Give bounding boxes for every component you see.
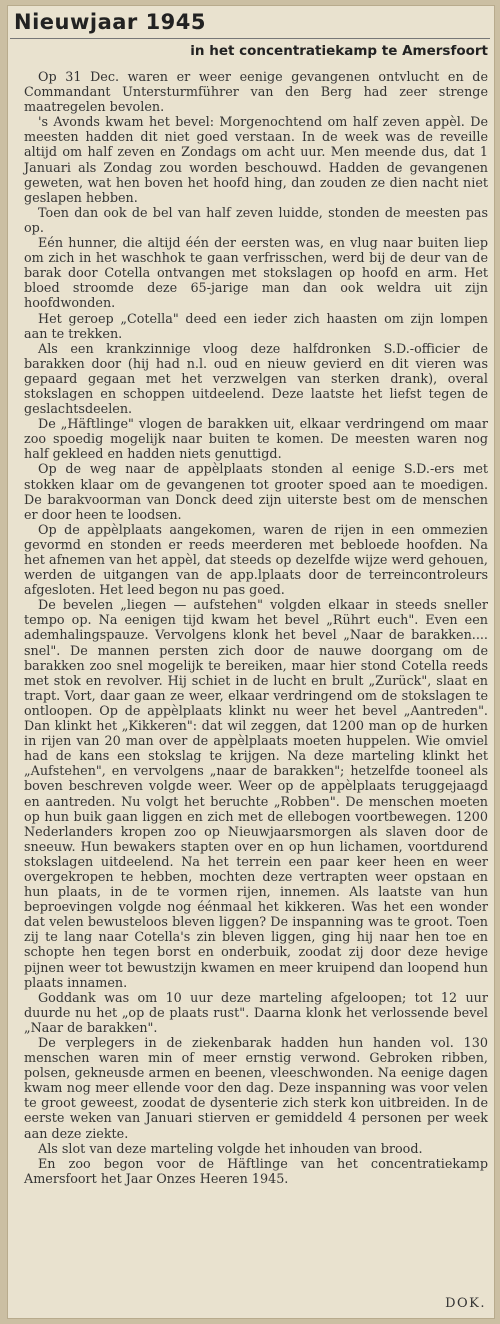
paragraph: Eén hunner, die altijd één der eersten was, en vlug naar buiten liep om zich in het waschhok te gaan verfrisschen, werd bij de deur van de barak door Cotella ontvangen met stokslagen op hoofd en arm. Het bloed stroomde deze 65-jarige man dan ook weldra uit zijn hoofdwonden. xyxy=(24,236,488,312)
paragraph: Goddank was om 10 uur deze marteling afgeloopen; tot 12 uur duurde nu het „op de plaats rust". Daarna klonk het verlossende bevel „Naar de barakken". xyxy=(24,990,488,1036)
paragraph: Als een krankzinnige vloog deze halfdronken S.D.-officier de barakken door (hij had n.l. oud en nieuw gevierd en dit vieren was gepaard gegaan met het verzwelgen van sterken drank), overal stokslagen en schoppen uitdeelend. Deze laatste het liefst tegen de geslachtsdeelen. xyxy=(24,341,488,418)
paragraph: Toen dan ook de bel van half zeven luidde, stonden de meesten pas op. xyxy=(24,205,488,236)
article-body xyxy=(24,70,488,1187)
paragraph: De verplegers in de ziekenbarak hadden hun handen vol. 130 menschen waren min of meer ernstig verwond. Gebroken ribben, polsen, gekneusde armen en beenen, vleeschwonden. Na eenige dagen kwam nog meer ellende voor den dag. Deze inspanning was voor velen te groot geweest, zoodat de dysenterie zich sterk kon uitbreiden. In de eerste weken van Januari stierven er gemiddeld 4 personen per week aan deze ziekte. xyxy=(24,1036,488,1142)
article-title: Nieuwjaar 1945 xyxy=(14,10,207,34)
paragraph: Als slot van deze marteling volgde het inhouden van brood. xyxy=(38,1141,423,1157)
title-rule xyxy=(10,38,490,39)
paragraph: 's Avonds kwam het bevel: Morgenochtend om half zeven appèl. De meesten hadden dit niet goed verstaan. In de week was de reveille altijd om half zeven en Zondags om acht uur. Men meende dus, dat 1 Januari als Zondag zou worden beschouwd. Hadden de gevangenen geweten, wat hen boven het hoofd hing, dan zouden ze dien nacht niet geslapen hebben. xyxy=(24,115,488,206)
paragraph: Op de weg naar de appèlplaats stonden al eenige S.D.-ers met stokken klaar om de gevangenen tot grooter spoed aan te moedigen. De barakvoorman van Donck deed zijn uiterste best om de menschen er door heen te loodsen. xyxy=(24,462,488,523)
paragraph: Op de appèlplaats aangekomen, waren de rijen in een ommezien gevormd en stonden er reeds meerderen met bebloede hoofden. Na het afnemen van het appèl, dat steeds op dezelfde wijze werd gehouen, werden de uitgangen van de app.lplaats door de terreincontroleurs afgesloten. Het leed begon nu pas goed. xyxy=(24,522,488,599)
article-subtitle: in het concentratiekamp te Amersfoort xyxy=(190,43,488,59)
author-signature: DOK. xyxy=(445,1296,486,1311)
paragraph: De bevelen „liegen — aufstehen" volgden elkaar in steeds sneller tempo op. Na eenigen tijd kwam het bevel „Rührt euch". Even een ademhalingspauze. Vervolgens klonk het bevel „Naar de barakken.... snel". De mannen persten zich door de nauwe doorgang om de barakken zoo snel mogelijk te bereiken, maar hier stond Cotella reeds met stok en revolver. Hij schiet in de lucht en brult „Zurück", slaat en trapt. Vort, daar gaan ze weer, elkaar verdringend om de stokslagen te ontloopen. Op de appèlplaats klinkt nu weer het bevel „Aantreden". Dan klinkt het „Kikkeren": dat wil zeggen, dat 1200 man op de hurken in rijen van 20 man over de appèlplaats moeten huppelen. Wie omviel had de kans een stokslag te krijgen. Na deze marteling klinkt het „Aufstehen", en vervolgens „naar de barakken"; hetzelfde tooneel als boven beschreven volgde weer. Weer op de appèlplaats teruggejaagd en aantreden. Nu volgt het beruchte „Robben". De menschen moeten op hun buik gaan liggen en zich met de ellebogen voortbewegen. 1200 Nederlanders kropen zoo op Nieuwjaarsmorgen als slaven door de sneeuw. Hun bewakers stapten over en op hun lichamen, voortdurend stokslagen uitdeelend. Na het terrein een paar keer heen en weer overgekropen te hebben, mochten deze vertrapten weer opstaan en hun plaats, in de te vormen rijen, innemen. Als laatste van hun beproevingen volgde nog éénmaal het kikkeren. Was het een wonder dat velen bewusteloos bleven liggen? De inspanning was te groot. Toen zij te lang naar Cotella's zin bleven liggen, ging hij naar hen toe en schopte hen tegen borst en onderbuik, zoodat zij door deze hevige pijnen weer tot bewustzijn kwamen en meer kruipend dan loopend hun plaats innamen. xyxy=(24,598,488,991)
paragraph: Op 31 Dec. waren er weer eenige gevangenen ontvlucht en de Commandant Untersturmführer van den Berg had zeer strenge maatregelen bevolen. xyxy=(24,70,488,116)
paragraph: Het geroep „Cotella" deed een ieder zich haasten om zijn lompen aan te trekken. xyxy=(24,311,488,342)
paragraph: De „Häftlinge" vlogen de barakken uit, elkaar verdringend om maar zoo spoedig mogelijk naar buiten te komen. De meesten waren nog half gekleed en hadden niets genuttigd. xyxy=(24,417,488,463)
paragraph: En zoo begon voor de Häftlinge van het concentratiekamp Amersfoort het Jaar Onzes Heeren 1945. xyxy=(24,1156,488,1187)
